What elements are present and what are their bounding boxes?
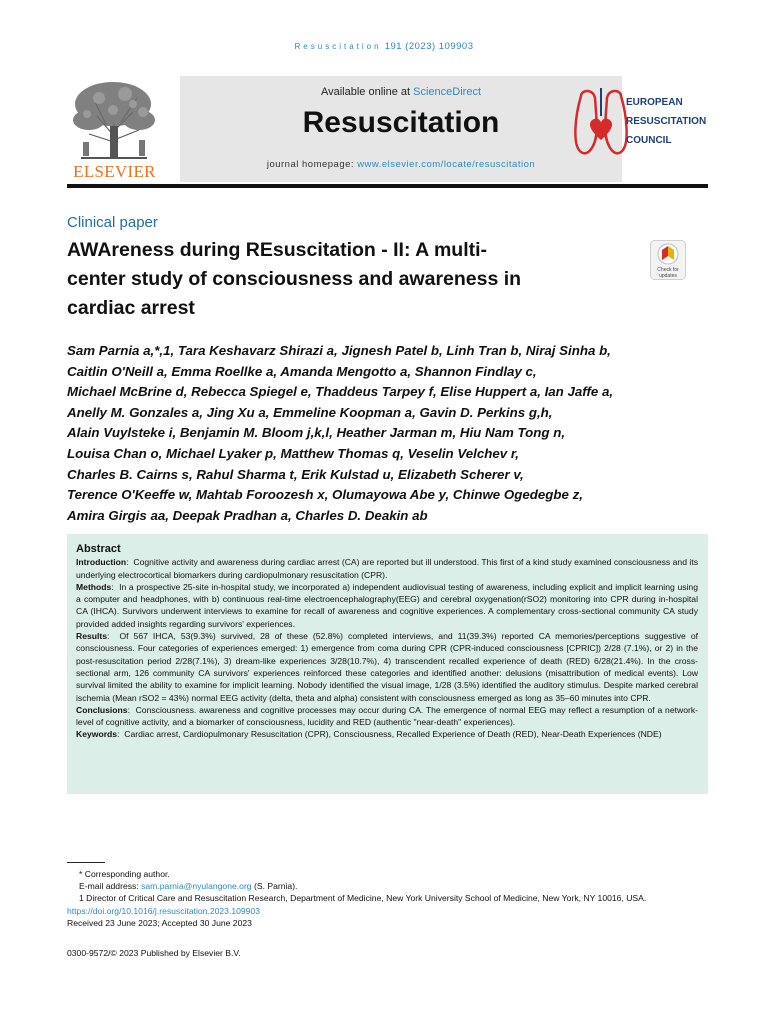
masthead-rule	[67, 184, 708, 188]
section-label: Methods	[76, 581, 112, 592]
title-line: cardiac arrest	[67, 297, 195, 319]
author-line: Amira Girgis aa, Deepak Pradhan a, Charles D. Deakin ab	[67, 507, 428, 523]
available-online	[180, 86, 622, 98]
abstract-heading: Abstract	[76, 543, 121, 555]
section-text: Of 567 IHCA, 53(9.3%) survived, 28 of these (52.8%) completed interviews, and 11(39.3%) reported CA memories/perceptions suggestive of consciousness. Four categories of experiences emerged: 1) emergence from coma during CPR (CPR-induced consciousness [CPRIC]) 2/28 (7.1%), or 2) in the post-resuscitation period 2/28(7.1%), 3) dream-like experiences 3/28(10.7%), 4) transcendent recalled experience of death (RED) 6/28(21.4%). In the cross-sectional arm, 126 community CA survivors' experiences reinforced these categories and identified another: delusions (misattribution of medical events). Low survival limited the ability to examine for implicit learning. Nobody identified the visual image, 1/28 (3.5%) identified the auditory stimulus. Despite marked cerebral ischemia (Mean rSO2 = 43%) normal EEG activity (delta, theta and alpha) consistent with consciousness emerged as long as 35–60 minutes into CPR.	[76, 631, 698, 703]
section-label: Results	[76, 631, 108, 642]
running-head-journal: Resuscitation	[294, 42, 382, 51]
running-head-citation: 191 (2023) 109903	[384, 41, 474, 52]
author-line: Charles B. Cairns s, Rahul Sharma t, Erik Kulstad u, Elizabeth Scherer v,	[67, 466, 524, 482]
svg-text:Check for: Check for	[657, 267, 679, 273]
email-label: E-mail address:	[79, 881, 142, 892]
svg-text:updates: updates	[659, 273, 677, 279]
homepage-link[interactable]: www.elsevier.com/locate/resuscitation	[357, 159, 536, 170]
abstract-keywords: Keywords: Cardiac arrest, Cardiopulmonary Resuscitation (CPR), Consciousness, Recalled Experience of Death (RED), Near-Death Experiences (NDE)	[76, 729, 662, 740]
available-online-text: Available online at	[320, 86, 414, 98]
section-label: Introduction	[76, 557, 127, 568]
abstract-conclusions: Conclusions: Consciousness. awareness and cognitive processes may occur during CA. The emergence of normal EEG may reflect a resumption of a network-level of cognitive activity, and a biomarker of consciousness, lucidity and RED (authentic "near-death" experiences).	[76, 704, 698, 728]
running-head	[0, 41, 768, 52]
abstract-introduction: Introduction: Cognitive activity and awareness during cardiac arrest (CA) are reported but ill understood. This first of a kind study examined consciousness and its underlying electrocortical biomarkers during cardiopulmonary resuscitation (CPR).	[76, 557, 698, 580]
author-line: Louisa Chan o, Michael Lyaker p, Matthew Thomas q, Veselin Velchev r,	[67, 445, 519, 461]
author-line: Anelly M. Gonzales a, Jing Xu a, Emmeline Koopman a, Gavin D. Perkins g,h,	[67, 404, 553, 420]
author-line: Sam Parnia a,*,1, Tara Keshavarz Shirazi a, Jignesh Patel b, Linh Tran b, Niraj Sinha b,	[67, 343, 611, 358]
sciencedirect-link[interactable]: ScienceDirect	[413, 86, 481, 98]
elsevier-wordmark: ELSEVIER	[73, 162, 156, 181]
author-list	[67, 341, 712, 526]
masthead	[67, 76, 708, 189]
section-text: Cardiac arrest, Cardiopulmonary Resuscitation (CPR), Consciousness, Recalled Experience of Death (RED), Near-Death Experiences (NDE)	[124, 729, 662, 740]
email-note	[67, 880, 712, 892]
corresponding-author-note: * Corresponding author.	[79, 869, 170, 879]
doi-link[interactable]: https://doi.org/10.1016/j.resuscitation.2023.109903	[67, 905, 261, 916]
journal-homepage	[180, 159, 622, 170]
section-label: Conclusions	[76, 704, 128, 715]
affiliation-note: 1 Director of Critical Care and Resuscitation Research, Department of Medicine, New York University School of Medicine, New York, NY 10016, USA.	[79, 893, 647, 904]
abstract-box	[67, 534, 708, 794]
erc-line: EUROPEAN	[626, 97, 683, 108]
erc-name	[626, 93, 706, 150]
article-title	[67, 236, 632, 323]
journal-banner	[180, 76, 622, 182]
title-line: center study of consciousness and awareness in	[67, 268, 522, 290]
email-suffix: (S. Parnia).	[251, 881, 298, 892]
author-line: Caitlin O'Neill a, Emma Roellke a, Amanda Mengotto a, Shannon Findlay c,	[67, 363, 537, 379]
issn-copyright: 0300-9572/© 2023 Published by Elsevier B.V.	[67, 948, 241, 958]
title-line: AWAreness during REsuscitation - II: A multi-	[67, 239, 488, 261]
homepage-label: journal homepage:	[266, 159, 358, 170]
author-line: Michael McBrine d, Rebecca Spiegel e, Thaddeus Tarpey f, Elise Huppert a, Ian Jaffe a,	[67, 384, 614, 400]
footnotes	[67, 868, 712, 929]
author-line: Terence O'Keeffe w, Mahtab Foroozesh x, Olumayowa Abe y, Chinwe Ogedegbe z,	[67, 487, 583, 503]
section-text: Consciousness. awareness and cognitive processes may occur during CA. The emergence of normal EEG may reflect a resumption of a network-level of cognitive activity, and a biomarker of consciousness, lucidity and RED (authentic "near-death" experiences).	[76, 704, 698, 728]
article-category: Clinical paper	[67, 214, 158, 231]
abstract-methods: Methods: In a prospective 25-site in-hospital study, we incorporated a) independent audiovisual testing of awareness, including explicit and implicit learning using a computer and headphones, with b) continuous real-time electroencephalography(EEG) and cerebral oxygenation(rSO2) monitoring into CPR during in-hospital CA (IHCA). Survivors underwent interviews to examine for recall of awareness and cognitive experiences. A complementary cross-sectional community CA study provided added insights regarding survivors' experiences.	[76, 581, 698, 629]
abstract-results: Results: Of 567 IHCA, 53(9.3%) survived, 28 of these (52.8%) completed interviews, and 11(39.3%) reported CA memories/perceptions suggestive of consciousness. Four categories of experiences emerged: 1) emergence from coma during CPR (CPR-induced consciousness [CPRIC]) 2/28 (7.1%), or 2) in the post-resuscitation period 2/28(7.1%), 3) dream-like experiences 3/28(10.7%), 4) transcendent recalled experience of death (RED) 6/28(21.4%). In the cross-sectional arm, 126 community CA survivors' experiences reinforced these categories and identified another: delusions (misattribution of medical events). Low survival limited the ability to examine for implicit learning. Nobody identified the visual image, 1/28 (3.5%) identified the auditory stimulus. Despite marked cerebral ischemia (Mean rSO2 = 43%) normal EEG activity (delta, theta and alpha) consistent with consciousness emerged as long as 35–60 minutes into CPR.	[76, 631, 698, 703]
email-link[interactable]: sam.parnia@nyulangone.org	[141, 881, 252, 892]
section-text: In a prospective 25-site in-hospital study, we incorporated a) independent audiovisual testing of awareness, including explicit and implicit learning using a computer and headphones, with b) continuous real-time electroencephalography(EEG) and cerebral oxygenation(rSO2) monitoring into CPR during in-hospital CA (IHCA). Survivors underwent interviews to examine for recall of awareness and cognitive experiences. A complementary cross-sectional community CA study provided added insights regarding survivors' experiences.	[76, 581, 698, 629]
received-dates: Received 23 June 2023; Accepted 30 June 2023	[67, 917, 252, 928]
section-text: Cognitive activity and awareness during cardiac arrest (CA) are reported but ill understood. This first of a kind study examined consciousness and its underlying electrocortical biomarkers during cardiopulmonary resuscitation (CPR).	[76, 557, 698, 580]
erc-line: RESUSCITATION	[626, 116, 707, 127]
journal-title: Resuscitation	[302, 106, 500, 139]
section-label: Keywords	[76, 729, 118, 740]
erc-line: COUNCIL	[626, 135, 672, 146]
author-line: Alain Vuylsteke i, Benjamin M. Bloom j,k,l, Heather Jarman m, Hiu Nam Tong n,	[67, 425, 566, 441]
check-for-updates-icon[interactable]	[650, 240, 686, 280]
footnote-rule	[67, 862, 105, 863]
